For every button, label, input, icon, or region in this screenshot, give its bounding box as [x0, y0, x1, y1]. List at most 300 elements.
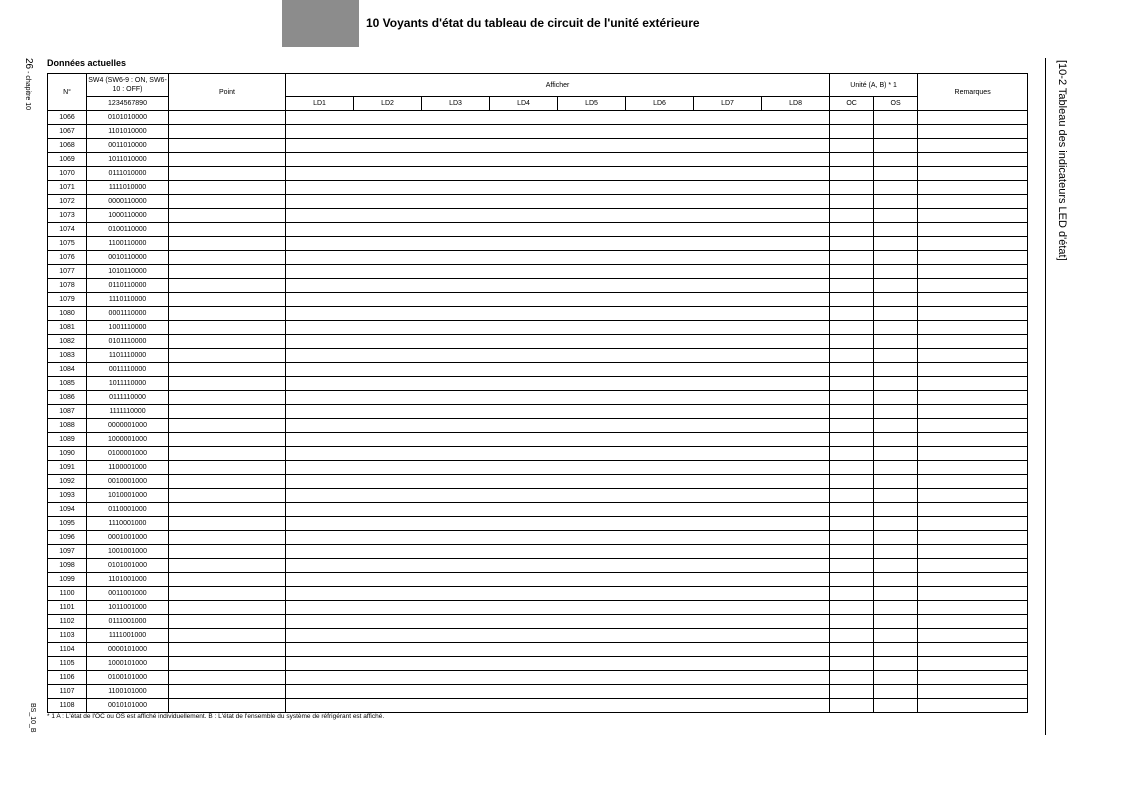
row-afficher-cell	[286, 629, 830, 643]
row-number: 1067	[48, 125, 87, 139]
row-afficher-cell	[286, 293, 830, 307]
row-os-cell	[874, 195, 918, 209]
row-switch-setting: 1000001000	[87, 433, 169, 447]
row-oc-cell	[830, 475, 874, 489]
row-point-cell	[169, 489, 286, 503]
row-oc-cell	[830, 111, 874, 125]
table-row	[48, 419, 1028, 433]
row-afficher-cell	[286, 405, 830, 419]
row-switch-setting: 1101001000	[87, 573, 169, 587]
row-afficher-cell	[286, 433, 830, 447]
row-switch-setting: 0110001000	[87, 503, 169, 517]
row-switch-setting: 1000110000	[87, 209, 169, 223]
row-point-cell	[169, 405, 286, 419]
row-point-cell	[169, 307, 286, 321]
row-point-cell	[169, 601, 286, 615]
row-point-cell	[169, 447, 286, 461]
row-point-cell	[169, 461, 286, 475]
row-os-cell	[874, 139, 918, 153]
table-row	[48, 125, 1028, 139]
row-point-cell	[169, 181, 286, 195]
row-afficher-cell	[286, 531, 830, 545]
row-os-cell	[874, 489, 918, 503]
row-number: 1097	[48, 545, 87, 559]
row-number: 1070	[48, 167, 87, 181]
header-remarques: Remarques	[918, 74, 1028, 111]
row-remarques-cell	[918, 489, 1028, 503]
row-afficher-cell	[286, 671, 830, 685]
row-switch-setting: 0010001000	[87, 475, 169, 489]
row-os-cell	[874, 335, 918, 349]
row-os-cell	[874, 545, 918, 559]
row-switch-setting: 1100001000	[87, 461, 169, 475]
row-point-cell	[169, 559, 286, 573]
row-afficher-cell	[286, 559, 830, 573]
row-afficher-cell	[286, 363, 830, 377]
row-point-cell	[169, 377, 286, 391]
header-ld2: LD2	[354, 97, 422, 111]
row-point-cell	[169, 251, 286, 265]
row-afficher-cell	[286, 419, 830, 433]
row-afficher-cell	[286, 111, 830, 125]
table-row	[48, 629, 1028, 643]
table-row	[48, 587, 1028, 601]
row-afficher-cell	[286, 279, 830, 293]
row-number: 1075	[48, 237, 87, 251]
table-row	[48, 349, 1028, 363]
row-os-cell	[874, 279, 918, 293]
row-switch-setting: 0011001000	[87, 587, 169, 601]
row-os-cell	[874, 265, 918, 279]
row-remarques-cell	[918, 125, 1028, 139]
row-remarques-cell	[918, 237, 1028, 251]
row-remarques-cell	[918, 377, 1028, 391]
row-oc-cell	[830, 363, 874, 377]
row-remarques-cell	[918, 517, 1028, 531]
row-oc-cell	[830, 531, 874, 545]
row-remarques-cell	[918, 685, 1028, 699]
row-remarques-cell	[918, 419, 1028, 433]
row-number: 1095	[48, 517, 87, 531]
table-row	[48, 153, 1028, 167]
row-remarques-cell	[918, 433, 1028, 447]
row-os-cell	[874, 587, 918, 601]
row-point-cell	[169, 279, 286, 293]
row-remarques-cell	[918, 629, 1028, 643]
row-oc-cell	[830, 699, 874, 713]
row-switch-setting: 1010001000	[87, 489, 169, 503]
row-afficher-cell	[286, 349, 830, 363]
header-digits: 1234567890	[87, 97, 169, 111]
row-oc-cell	[830, 447, 874, 461]
row-number: 1089	[48, 433, 87, 447]
header-ld4: LD4	[490, 97, 558, 111]
row-oc-cell	[830, 251, 874, 265]
margin-rule	[1045, 58, 1046, 735]
row-number: 1071	[48, 181, 87, 195]
row-remarques-cell	[918, 251, 1028, 265]
row-switch-setting: 0110110000	[87, 279, 169, 293]
header-ld7: LD7	[694, 97, 762, 111]
row-point-cell	[169, 419, 286, 433]
row-afficher-cell	[286, 181, 830, 195]
row-os-cell	[874, 167, 918, 181]
row-oc-cell	[830, 671, 874, 685]
row-point-cell	[169, 209, 286, 223]
row-oc-cell	[830, 629, 874, 643]
row-number: 1099	[48, 573, 87, 587]
row-number: 1068	[48, 139, 87, 153]
row-point-cell	[169, 139, 286, 153]
row-point-cell	[169, 111, 286, 125]
table-row	[48, 517, 1028, 531]
row-number: 1078	[48, 279, 87, 293]
table-row	[48, 461, 1028, 475]
row-remarques-cell	[918, 643, 1028, 657]
table-row	[48, 657, 1028, 671]
row-oc-cell	[830, 223, 874, 237]
table-row	[48, 363, 1028, 377]
row-os-cell	[874, 223, 918, 237]
row-switch-setting: 1111010000	[87, 181, 169, 195]
row-os-cell	[874, 363, 918, 377]
row-switch-setting: 0000110000	[87, 195, 169, 209]
row-oc-cell	[830, 237, 874, 251]
row-point-cell	[169, 167, 286, 181]
row-oc-cell	[830, 279, 874, 293]
row-remarques-cell	[918, 293, 1028, 307]
row-afficher-cell	[286, 391, 830, 405]
row-oc-cell	[830, 461, 874, 475]
row-oc-cell	[830, 293, 874, 307]
row-point-cell	[169, 125, 286, 139]
row-switch-setting: 1010110000	[87, 265, 169, 279]
row-switch-setting: 1111001000	[87, 629, 169, 643]
header-row-1	[48, 74, 1028, 97]
row-oc-cell	[830, 153, 874, 167]
row-switch-setting: 1000101000	[87, 657, 169, 671]
row-number: 1101	[48, 601, 87, 615]
row-oc-cell	[830, 517, 874, 531]
table-row	[48, 433, 1028, 447]
table-row	[48, 335, 1028, 349]
row-os-cell	[874, 475, 918, 489]
row-oc-cell	[830, 545, 874, 559]
row-remarques-cell	[918, 657, 1028, 671]
table-row	[48, 601, 1028, 615]
row-point-cell	[169, 587, 286, 601]
row-afficher-cell	[286, 195, 830, 209]
row-switch-setting: 1110110000	[87, 293, 169, 307]
row-number: 1080	[48, 307, 87, 321]
header-sw4: SW4 (SW6-9 : ON, SW6-10 : OFF)	[87, 74, 169, 97]
header-oc: OC	[830, 97, 874, 111]
row-remarques-cell	[918, 265, 1028, 279]
row-point-cell	[169, 657, 286, 671]
header-ld3: LD3	[422, 97, 490, 111]
row-number: 1073	[48, 209, 87, 223]
row-remarques-cell	[918, 223, 1028, 237]
row-point-cell	[169, 685, 286, 699]
row-afficher-cell	[286, 517, 830, 531]
row-switch-setting: 1100101000	[87, 685, 169, 699]
row-remarques-cell	[918, 209, 1028, 223]
row-switch-setting: 1100110000	[87, 237, 169, 251]
row-oc-cell	[830, 657, 874, 671]
row-point-cell	[169, 433, 286, 447]
row-oc-cell	[830, 167, 874, 181]
row-remarques-cell	[918, 447, 1028, 461]
row-os-cell	[874, 531, 918, 545]
header-unite: Unité (A, B) * 1	[830, 74, 918, 97]
row-number: 1096	[48, 531, 87, 545]
row-afficher-cell	[286, 237, 830, 251]
row-oc-cell	[830, 559, 874, 573]
row-oc-cell	[830, 209, 874, 223]
table-row	[48, 181, 1028, 195]
header-ld8: LD8	[762, 97, 830, 111]
table-row	[48, 615, 1028, 629]
row-oc-cell	[830, 181, 874, 195]
row-afficher-cell	[286, 601, 830, 615]
row-switch-setting: 0000001000	[87, 419, 169, 433]
row-afficher-cell	[286, 573, 830, 587]
table-row	[48, 671, 1028, 685]
row-oc-cell	[830, 503, 874, 517]
row-afficher-cell	[286, 125, 830, 139]
row-point-cell	[169, 293, 286, 307]
row-afficher-cell	[286, 685, 830, 699]
row-remarques-cell	[918, 601, 1028, 615]
row-number: 1104	[48, 643, 87, 657]
row-number: 1083	[48, 349, 87, 363]
row-point-cell	[169, 265, 286, 279]
row-number: 1103	[48, 629, 87, 643]
led-data-table	[47, 73, 1028, 713]
row-remarques-cell	[918, 279, 1028, 293]
row-remarques-cell	[918, 349, 1028, 363]
row-os-cell	[874, 559, 918, 573]
table-row	[48, 377, 1028, 391]
row-os-cell	[874, 601, 918, 615]
row-os-cell	[874, 643, 918, 657]
row-os-cell	[874, 461, 918, 475]
row-os-cell	[874, 307, 918, 321]
row-number: 1066	[48, 111, 87, 125]
row-switch-setting: 1011110000	[87, 377, 169, 391]
row-switch-setting: 0011110000	[87, 363, 169, 377]
row-os-cell	[874, 685, 918, 699]
row-os-cell	[874, 153, 918, 167]
row-remarques-cell	[918, 545, 1028, 559]
row-afficher-cell	[286, 643, 830, 657]
row-afficher-cell	[286, 503, 830, 517]
row-afficher-cell	[286, 377, 830, 391]
row-switch-setting: 0010110000	[87, 251, 169, 265]
row-remarques-cell	[918, 587, 1028, 601]
row-os-cell	[874, 321, 918, 335]
row-point-cell	[169, 573, 286, 587]
row-remarques-cell	[918, 181, 1028, 195]
row-os-cell	[874, 405, 918, 419]
row-point-cell	[169, 615, 286, 629]
row-number: 1098	[48, 559, 87, 573]
row-remarques-cell	[918, 139, 1028, 153]
header-gray-block	[282, 0, 359, 47]
row-switch-setting: 1001001000	[87, 545, 169, 559]
row-os-cell	[874, 377, 918, 391]
row-oc-cell	[830, 321, 874, 335]
row-switch-setting: 1101010000	[87, 125, 169, 139]
row-remarques-cell	[918, 699, 1028, 713]
row-oc-cell	[830, 335, 874, 349]
row-point-cell	[169, 629, 286, 643]
row-afficher-cell	[286, 489, 830, 503]
row-oc-cell	[830, 419, 874, 433]
header-point: Point	[169, 74, 286, 111]
row-afficher-cell	[286, 335, 830, 349]
row-switch-setting: 0101001000	[87, 559, 169, 573]
row-oc-cell	[830, 573, 874, 587]
table-row	[48, 251, 1028, 265]
row-os-cell	[874, 671, 918, 685]
row-os-cell	[874, 447, 918, 461]
row-afficher-cell	[286, 657, 830, 671]
row-number: 1091	[48, 461, 87, 475]
row-os-cell	[874, 419, 918, 433]
table-row	[48, 489, 1028, 503]
table-row	[48, 699, 1028, 713]
table-row	[48, 111, 1028, 125]
table-row	[48, 643, 1028, 657]
row-os-cell	[874, 209, 918, 223]
row-oc-cell	[830, 125, 874, 139]
row-os-cell	[874, 573, 918, 587]
row-number: 1087	[48, 405, 87, 419]
row-afficher-cell	[286, 475, 830, 489]
row-remarques-cell	[918, 195, 1028, 209]
row-oc-cell	[830, 349, 874, 363]
row-remarques-cell	[918, 321, 1028, 335]
row-number: 1102	[48, 615, 87, 629]
chapter-label: - chapitre 10	[24, 69, 31, 110]
row-afficher-cell	[286, 153, 830, 167]
page-title: 10 Voyants d'état du tableau de circuit de l'unité extérieure	[366, 16, 700, 30]
row-remarques-cell	[918, 559, 1028, 573]
row-number: 1092	[48, 475, 87, 489]
table-row	[48, 223, 1028, 237]
row-switch-setting: 0101010000	[87, 111, 169, 125]
row-switch-setting: 0100001000	[87, 447, 169, 461]
row-switch-setting: 0111010000	[87, 167, 169, 181]
row-os-cell	[874, 349, 918, 363]
row-afficher-cell	[286, 587, 830, 601]
row-number: 1100	[48, 587, 87, 601]
row-point-cell	[169, 475, 286, 489]
row-point-cell	[169, 153, 286, 167]
row-switch-setting: 1001110000	[87, 321, 169, 335]
row-remarques-cell	[918, 153, 1028, 167]
row-remarques-cell	[918, 391, 1028, 405]
row-number: 1084	[48, 363, 87, 377]
row-number: 1086	[48, 391, 87, 405]
row-point-cell	[169, 671, 286, 685]
row-oc-cell	[830, 587, 874, 601]
row-switch-setting: 0100110000	[87, 223, 169, 237]
table-row	[48, 475, 1028, 489]
row-number: 1094	[48, 503, 87, 517]
header-ld5: LD5	[558, 97, 626, 111]
row-number: 1074	[48, 223, 87, 237]
row-point-cell	[169, 335, 286, 349]
row-remarques-cell	[918, 475, 1028, 489]
row-os-cell	[874, 237, 918, 251]
table-row	[48, 321, 1028, 335]
row-point-cell	[169, 321, 286, 335]
row-afficher-cell	[286, 447, 830, 461]
row-os-cell	[874, 125, 918, 139]
row-afficher-cell	[286, 265, 830, 279]
table-row	[48, 195, 1028, 209]
table-row	[48, 139, 1028, 153]
row-number: 1085	[48, 377, 87, 391]
row-os-cell	[874, 181, 918, 195]
row-switch-setting: 1011010000	[87, 153, 169, 167]
table-row	[48, 293, 1028, 307]
row-point-cell	[169, 195, 286, 209]
row-switch-setting: 0010101000	[87, 699, 169, 713]
row-afficher-cell	[286, 139, 830, 153]
row-number: 1090	[48, 447, 87, 461]
row-oc-cell	[830, 139, 874, 153]
page-number-label	[23, 58, 34, 110]
row-switch-setting: 1101110000	[87, 349, 169, 363]
row-oc-cell	[830, 615, 874, 629]
row-remarques-cell	[918, 363, 1028, 377]
row-switch-setting: 0000101000	[87, 643, 169, 657]
row-number: 1077	[48, 265, 87, 279]
table-row	[48, 209, 1028, 223]
section-side-title: [10-2 Tableau des indicateurs LED d'état]	[1056, 60, 1068, 261]
row-number: 1093	[48, 489, 87, 503]
row-number: 1082	[48, 335, 87, 349]
row-point-cell	[169, 349, 286, 363]
row-number: 1069	[48, 153, 87, 167]
document-code: BS_10_B	[29, 703, 36, 733]
table-row	[48, 237, 1028, 251]
table-row	[48, 265, 1028, 279]
row-afficher-cell	[286, 209, 830, 223]
row-remarques-cell	[918, 111, 1028, 125]
row-os-cell	[874, 657, 918, 671]
row-remarques-cell	[918, 461, 1028, 475]
row-number: 1106	[48, 671, 87, 685]
footnote: * 1 A : L'état de l'OC ou OS est affiché individuellement. B : L'état de l'ensemble du système de réfrigérant est affiché.	[47, 713, 385, 720]
table-row	[48, 545, 1028, 559]
header-os: OS	[874, 97, 918, 111]
page-number: 26	[23, 58, 34, 70]
header-no: N°	[48, 74, 87, 111]
row-afficher-cell	[286, 699, 830, 713]
row-oc-cell	[830, 489, 874, 503]
row-number: 1079	[48, 293, 87, 307]
row-os-cell	[874, 293, 918, 307]
row-point-cell	[169, 503, 286, 517]
table-row	[48, 531, 1028, 545]
row-switch-setting: 1011001000	[87, 601, 169, 615]
table-row	[48, 503, 1028, 517]
row-remarques-cell	[918, 573, 1028, 587]
